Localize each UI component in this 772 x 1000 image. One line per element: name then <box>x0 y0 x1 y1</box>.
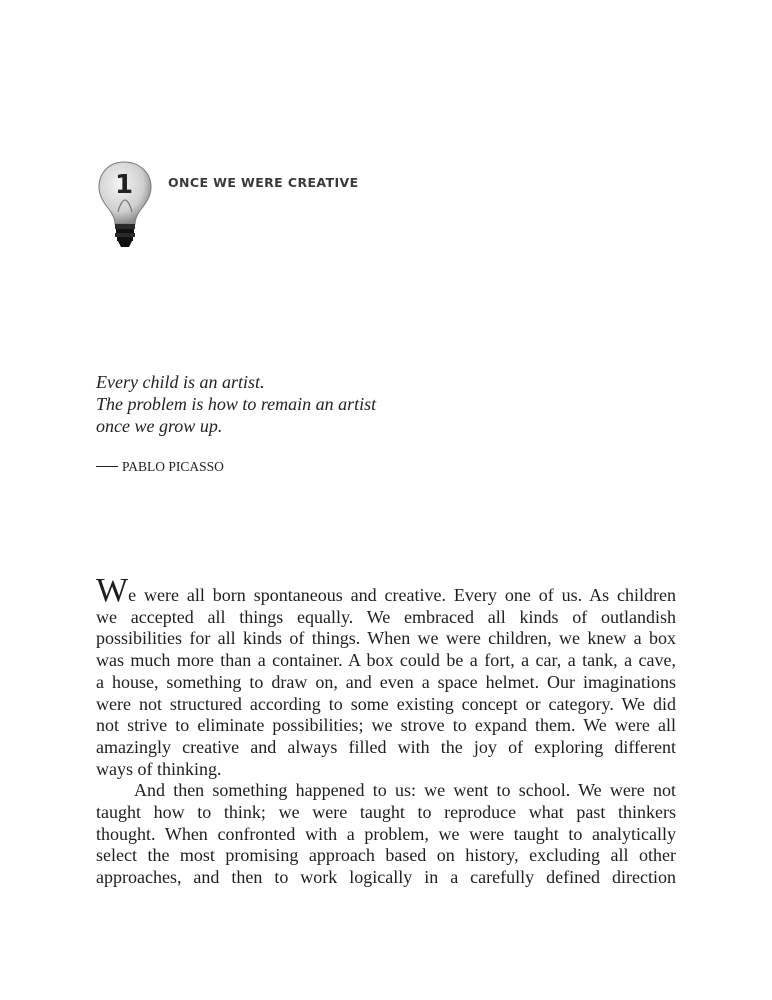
text-line: were not structured according to some existing concept or category. We did <box>96 693 676 714</box>
text-line: We were all born spontaneous and creative. Every one of us. As children <box>96 572 676 609</box>
attribution-name: PABLO PICASSO <box>122 459 224 474</box>
chapter-title: ONCE WE WERE CREATIVE <box>168 175 359 190</box>
text-line: ways of thinking. <box>96 758 222 779</box>
text-line: a house, something to draw on, and even a space helmet. Our imaginations <box>96 671 676 692</box>
text-line: select the most promising approach based on history, excluding all other <box>96 845 676 866</box>
epigraph-line: Every child is an artist. <box>96 372 265 392</box>
text-line: amazingly creative and always filled with the joy of exploring different <box>96 736 676 757</box>
text-line: thought. When confronted with a problem, we were taught to analytically <box>96 823 676 844</box>
paragraph-1 <box>96 572 676 780</box>
epigraph-attribution <box>96 459 224 475</box>
text-line: possibilities for all kinds of things. When we were children, we knew a box <box>96 628 676 649</box>
epigraph-quote <box>96 371 516 437</box>
text-line: we accepted all things equally. We embraced all kinds of outlandish <box>96 606 676 627</box>
epigraph-line: once we grow up. <box>96 416 223 436</box>
body-text <box>96 572 676 889</box>
text-line: not strive to eliminate possibilities; we strove to expand them. We were all <box>96 715 676 736</box>
epigraph-line: The problem is how to remain an artist <box>96 394 377 414</box>
chapter-number: 1 <box>114 170 134 200</box>
chapter-heading <box>96 160 396 252</box>
text-line: was much more than a container. A box could be a fort, a car, a tank, a cave, <box>96 650 676 671</box>
text-line: taught how to think; we were taught to reproduce what past thinkers <box>96 802 676 823</box>
text-line: And then something happened to us: we went to school. We were not <box>134 780 676 801</box>
drop-cap: W <box>96 572 129 609</box>
text-line: approaches, and then to work logically in a carefully defined direction <box>96 867 676 888</box>
paragraph-2 <box>96 780 676 889</box>
em-dash-rule <box>96 466 118 467</box>
